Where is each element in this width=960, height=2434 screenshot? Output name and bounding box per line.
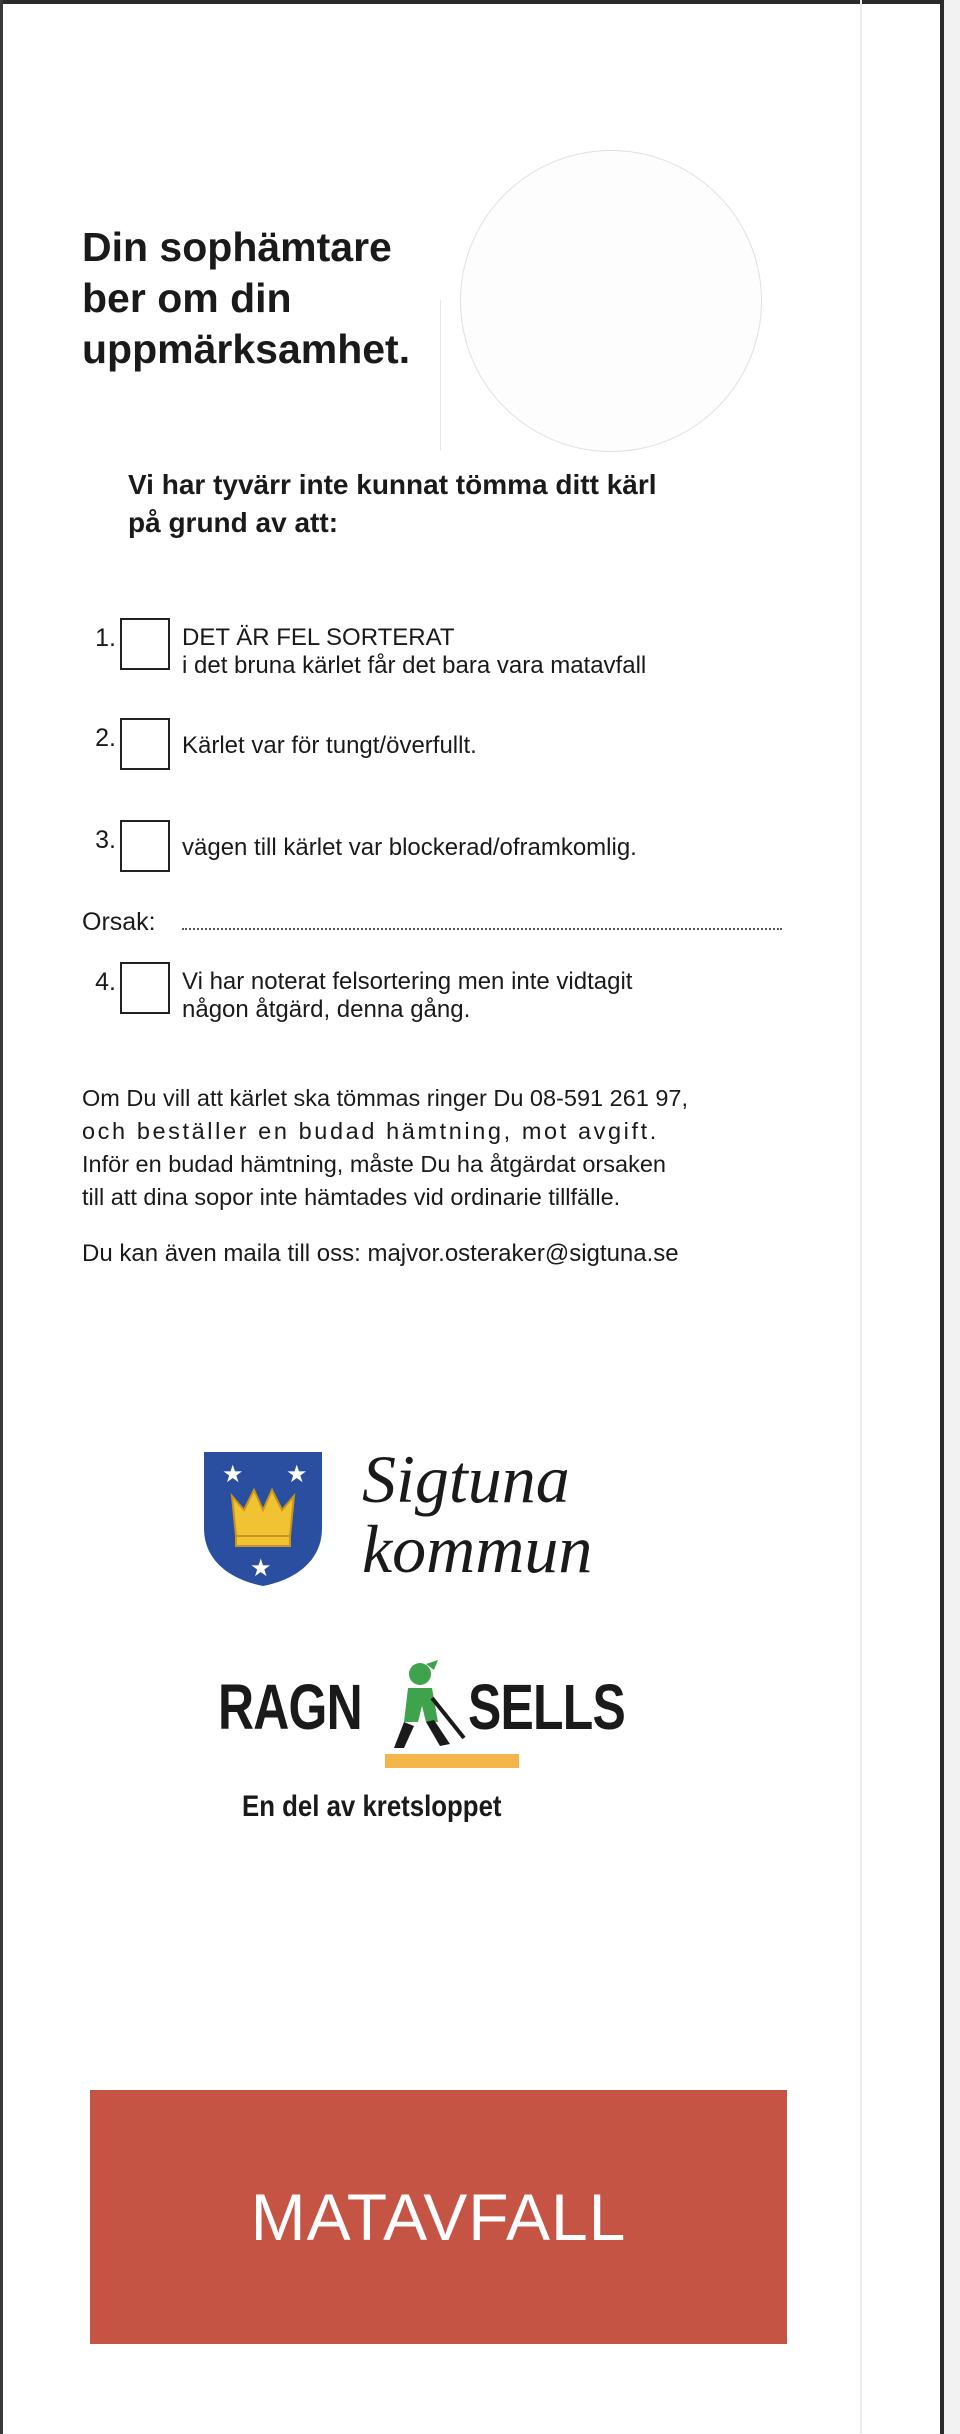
intro-line-1: Vi har tyvärr inte kunnat tömma ditt kärl [128, 469, 657, 500]
option-text [182, 968, 862, 1024]
ragnsells-worker-icon [368, 1658, 468, 1758]
option-number: 4. [95, 968, 116, 996]
ragnsells-word-right: SELLS [468, 1671, 625, 1743]
scan-edge-top [0, 0, 960, 4]
paragraph-line-1: Om Du vill att kärlet ska tömmas ringer Du 08-591 261 97, [82, 1085, 689, 1111]
main-heading [82, 222, 502, 375]
ragnsells-logo [218, 1658, 658, 1768]
sigtuna-coat-of-arms-icon [202, 1450, 324, 1588]
ragnsells-word-left: RAGN [218, 1671, 362, 1743]
option-number: 1. [95, 624, 116, 652]
door-hanger-hole [460, 150, 762, 452]
intro-line-2: på grund av att: [128, 507, 339, 538]
option-3-checkbox[interactable] [120, 820, 170, 872]
sigtuna-line-2: kommun [362, 1511, 593, 1587]
ragnsells-accent-bar [385, 1754, 519, 1768]
email-line: Du kan även maila till oss: majvor.osteraker@sigtuna.se [82, 1240, 679, 1267]
svg-text:★: ★ [250, 1554, 272, 1582]
heading-line-1: Din sophämtare [82, 224, 392, 270]
orsak-write-line[interactable] [182, 928, 782, 930]
paragraph-line-2: och beställer en budad hämtning, mot avgift. [82, 1118, 659, 1144]
option-sublabel: någon åtgärd, denna gång. [182, 996, 471, 1023]
option-1-checkbox[interactable] [120, 618, 170, 670]
sigtuna-kommun-wordmark [362, 1441, 593, 1587]
scan-edge-right-dark [940, 0, 944, 2434]
option-text [182, 624, 862, 680]
sigtuna-line-1: Sigtuna [362, 1441, 570, 1517]
option-number: 3. [95, 826, 116, 854]
option-label: Kärlet var för tungt/överfullt. [182, 732, 477, 759]
option-label: vägen till kärlet var blockerad/oframkomlig. [182, 834, 637, 861]
matavfall-banner [90, 2090, 787, 2344]
info-paragraph [82, 1082, 782, 1214]
option-sublabel: i det bruna kärlet får det bara vara matavfall [182, 652, 647, 679]
option-text [182, 732, 862, 760]
option-number: 2. [95, 724, 116, 752]
heading-line-2: ber om din [82, 275, 292, 321]
option-text [182, 834, 862, 862]
svg-text:★: ★ [222, 1460, 244, 1488]
orsak-label: Orsak: [82, 908, 156, 936]
option-2-checkbox[interactable] [120, 718, 170, 770]
scan-edge-left [0, 0, 3, 2434]
paragraph-line-3: Inför en budad hämtning, måste Du ha åtgärdat orsaken [82, 1151, 666, 1177]
intro-text [128, 466, 808, 542]
ragnsells-tagline: En del av kretsloppet [242, 1790, 502, 1823]
svg-text:★: ★ [286, 1460, 308, 1488]
heading-line-3: uppmärksamhet. [82, 326, 411, 372]
option-label: Vi har noterat felsortering men inte vidtagit [182, 968, 633, 995]
option-4-checkbox[interactable] [120, 962, 170, 1014]
fold-line [860, 0, 862, 2434]
banner-label: MATAVFALL [250, 2180, 627, 2254]
option-label: DET ÄR FEL SORTERAT [182, 624, 455, 651]
paragraph-line-4: till att dina sopor inte hämtades vid ordinarie tillfälle. [82, 1184, 621, 1210]
